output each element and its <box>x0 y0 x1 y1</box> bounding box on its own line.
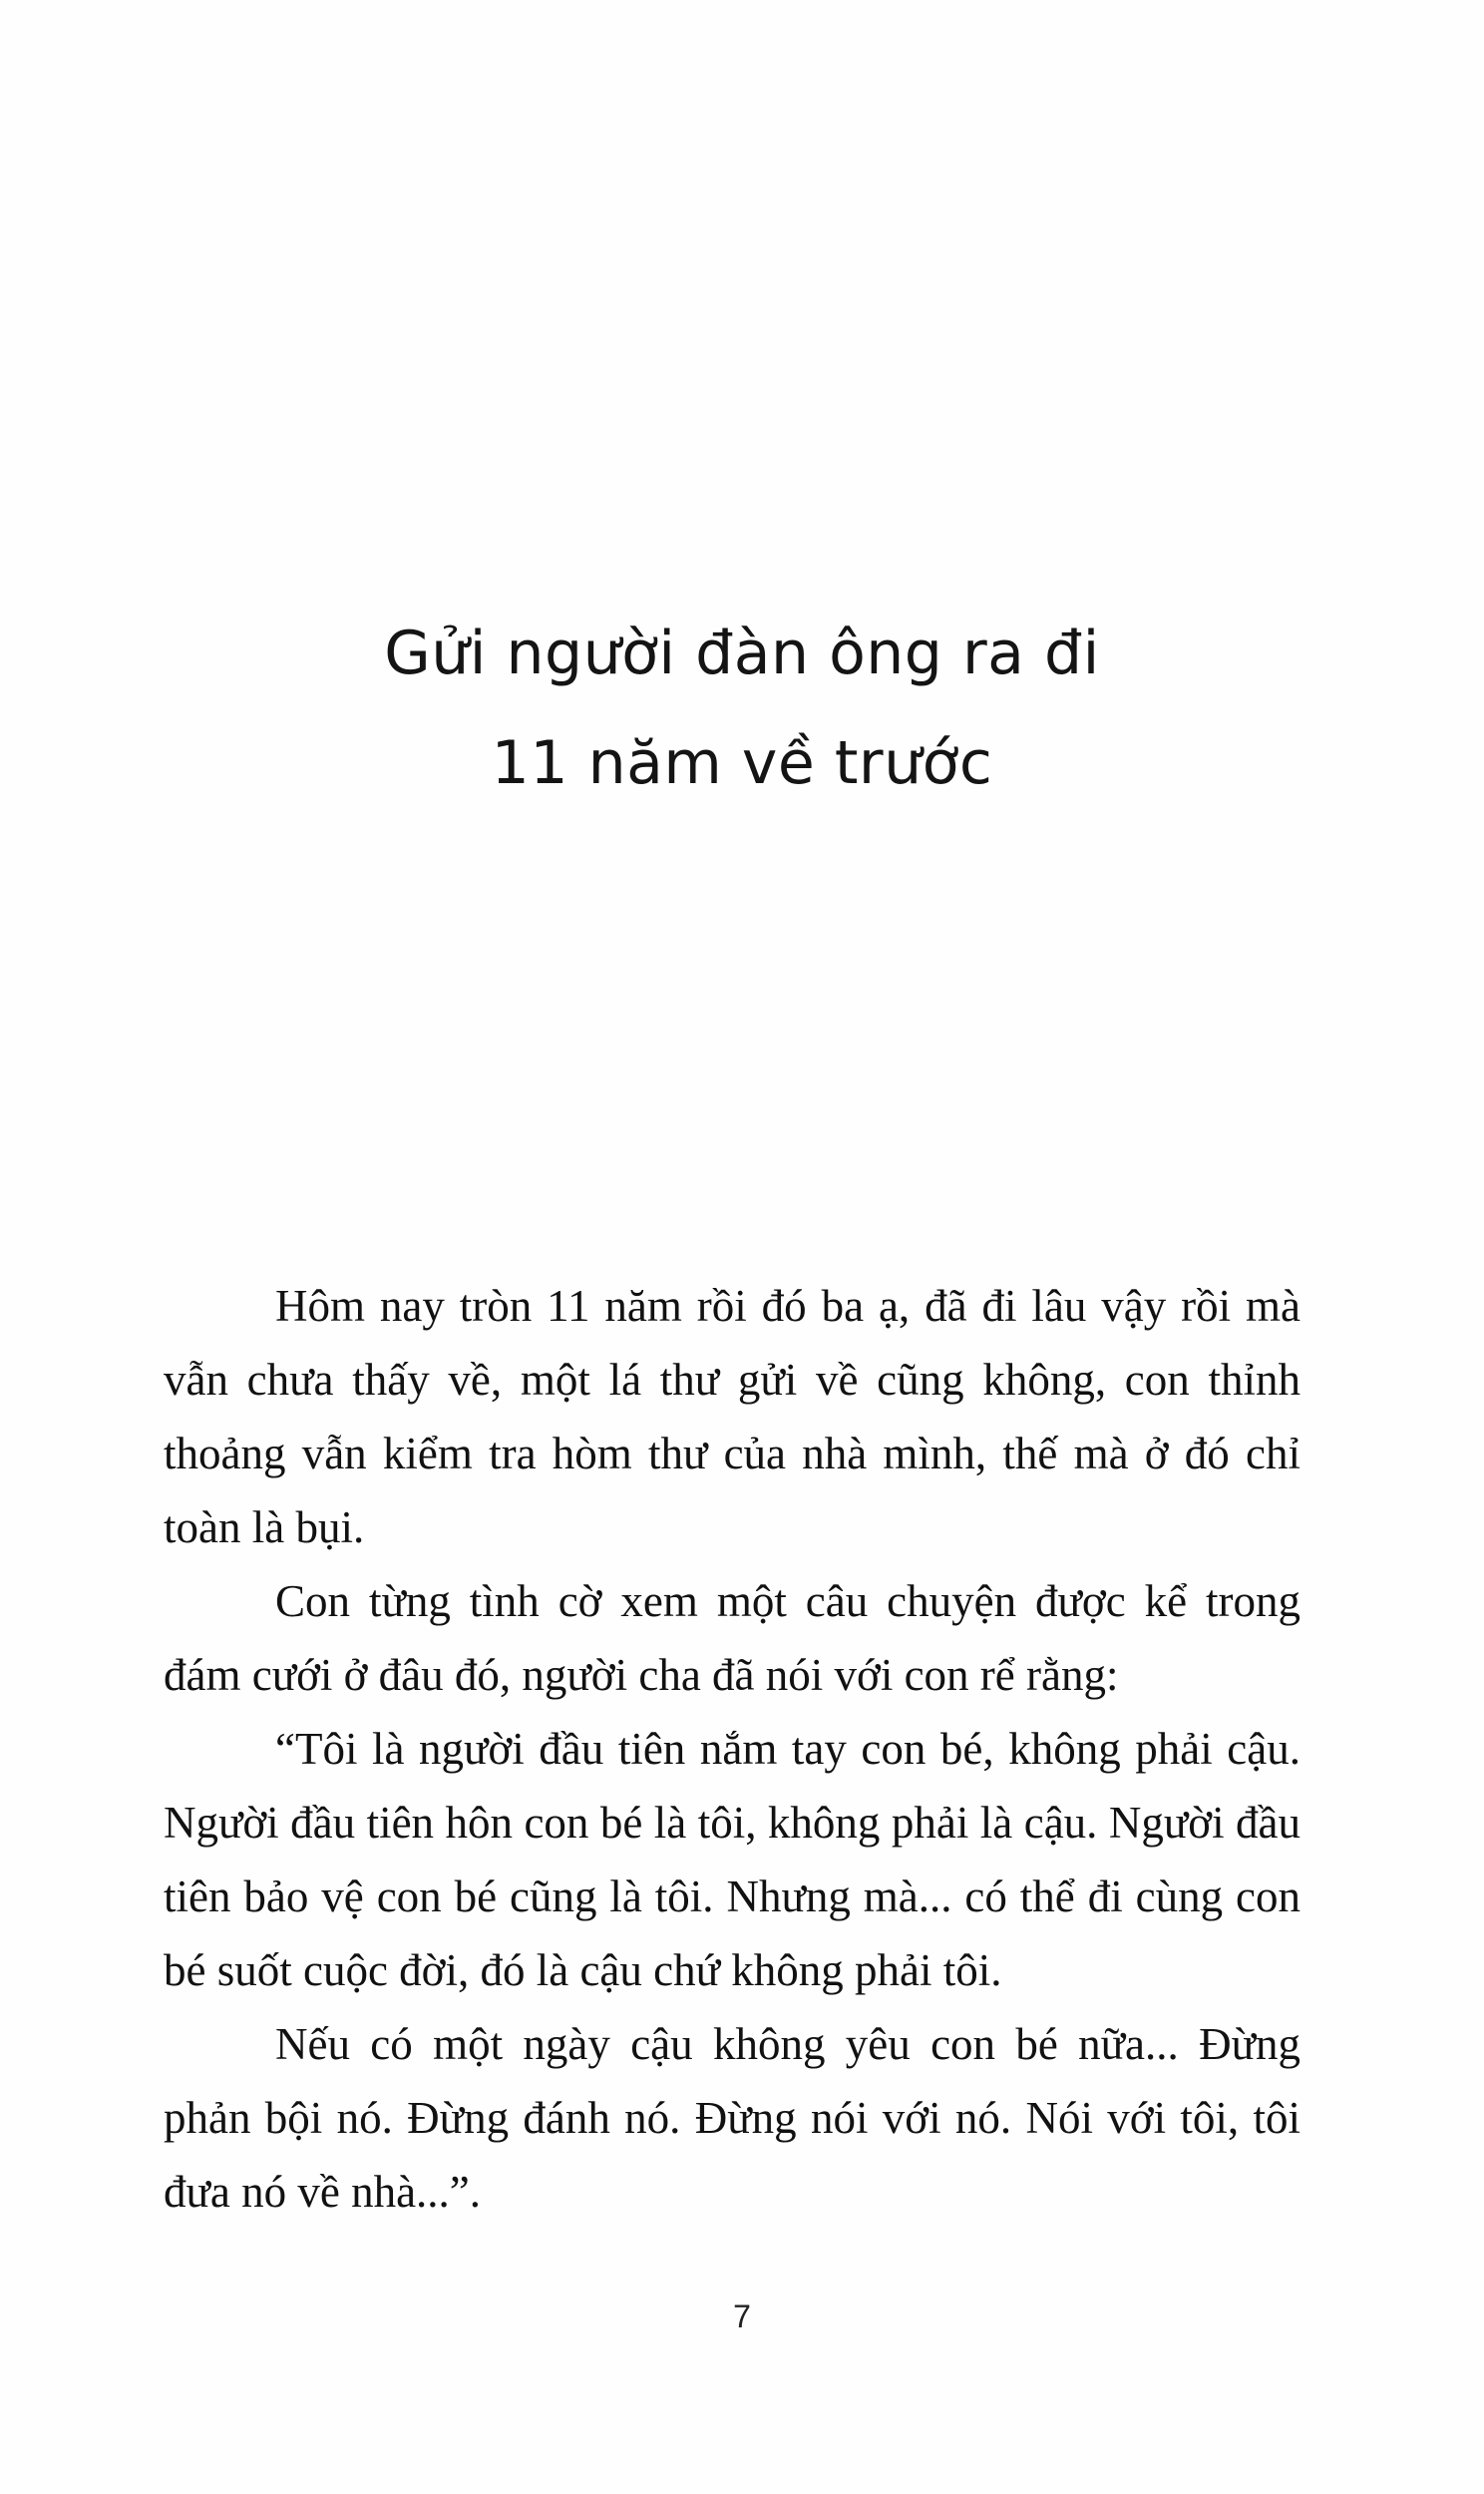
chapter-title <box>0 599 1484 818</box>
chapter-title-line-1: Gửi người đàn ông ra đi <box>384 619 1100 688</box>
page-number: 7 <box>733 2298 751 2334</box>
body-text <box>164 1269 1300 2229</box>
paragraph: Hôm nay tròn 11 năm rồi đó ba ạ, đã đi lâu vậy rồi mà vẫn chưa thấy về, một lá thư gửi về cũng không, con thỉnh thoảng vẫn kiểm tra hòm thư của nhà mình, thế mà ở đó chỉ toàn là bụi. <box>164 1281 1300 1552</box>
paragraph: “Tôi là người đầu tiên nắm tay con bé, không phải cậu. Người đầu tiên hôn con bé là tôi, không phải là cậu. Người đầu tiên bảo vệ con bé cũng là tôi. Nhưng mà... có thể đi cùng con bé suốt cuộc đời, đó là cậu chứ không phải tôi. <box>164 1724 1300 1995</box>
paragraph: Nếu có một ngày cậu không yêu con bé nữa... Đừng phản bội nó. Đừng đánh nó. Đừng nói với nó. Nói với tôi, tôi đưa nó về nhà...”. <box>164 2019 1300 2217</box>
chapter-title-line-2: 11 năm về trước <box>491 728 993 798</box>
paragraph: Con từng tình cờ xem một câu chuyện được kể trong đám cưới ở đâu đó, người cha đã nói với con rể rằng: <box>164 1576 1300 1700</box>
